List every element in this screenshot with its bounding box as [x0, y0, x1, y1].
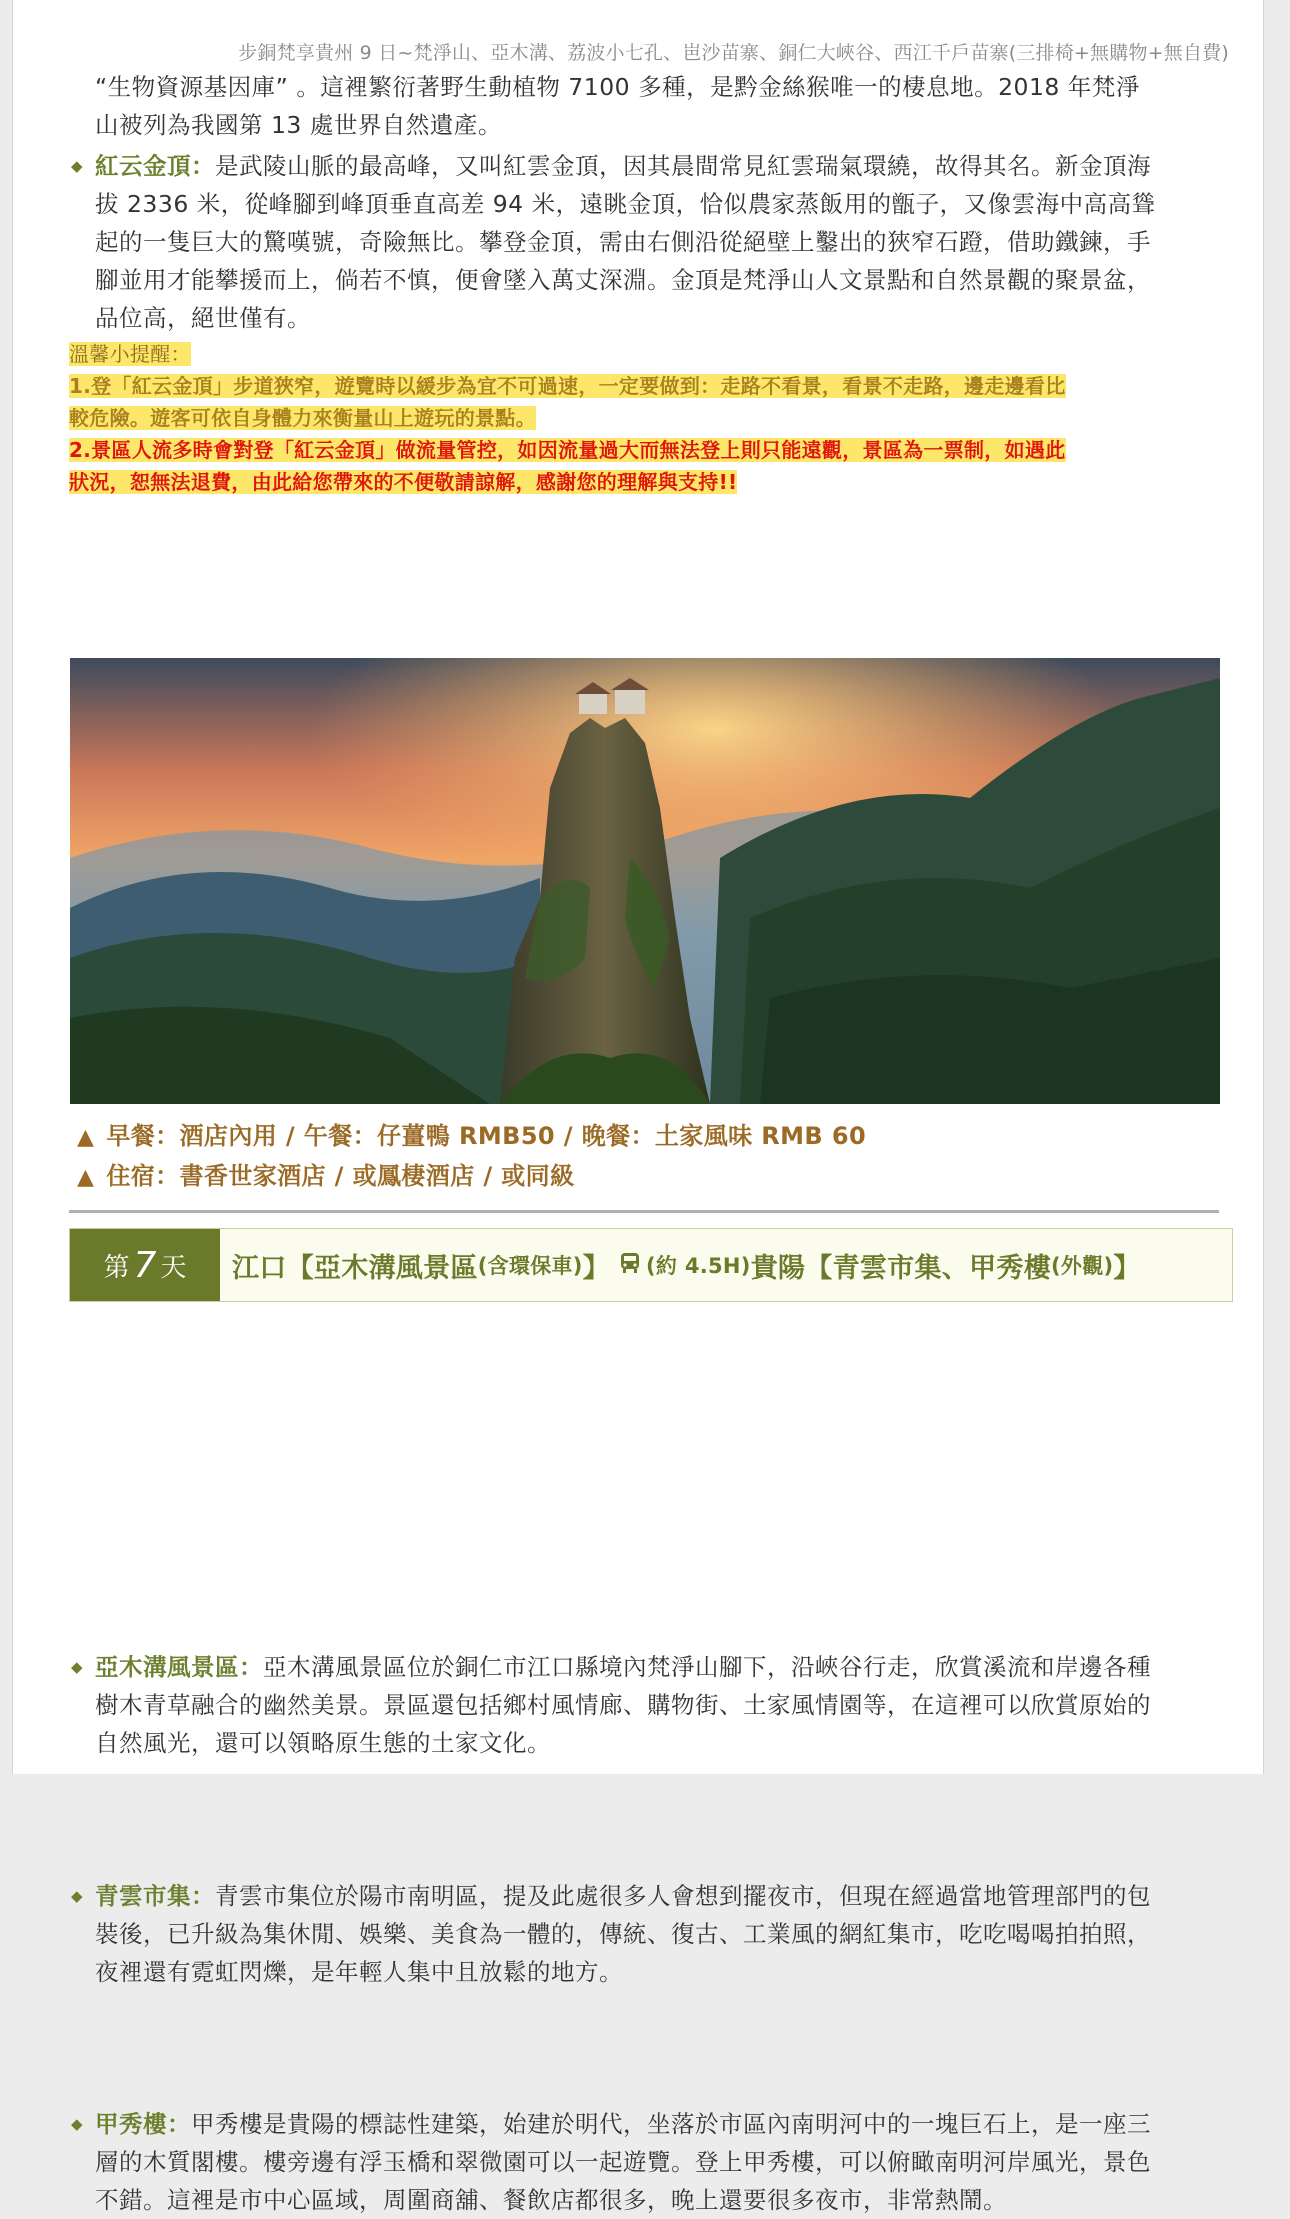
spot-name: 亞木溝風景區： [95, 1653, 263, 1681]
day-number: 7 [133, 1244, 157, 1286]
meals-section [77, 1117, 1239, 1197]
diamond-bullet-icon: ◆ [71, 1887, 84, 1905]
tips-title: 溫馨小提醒： [69, 342, 191, 366]
tip-1-line: 較危險。遊客可依自身體力來衡量山上遊玩的景點。 [69, 406, 536, 430]
diamond-bullet-icon: ◆ [71, 157, 84, 175]
spot-name: 甲秀樓： [95, 2110, 191, 2138]
day-title: 江口【亞木溝風景區 (含環保車) 】 (約 4.5H) 貴陽【青雲市集、甲秀樓 (外觀) 】 [232, 1229, 1141, 1301]
meal-line [77, 1117, 1239, 1157]
stay-line [77, 1157, 1239, 1197]
day-header-bar [69, 1228, 1233, 1302]
tip-1-line: 1.登「紅云金頂」步道狹窄，遊覽時以緩步為宜不可過速，一定要做到：走路不看景，看景不走路，邊走邊看比 [69, 374, 1066, 398]
bus-icon [620, 1250, 640, 1281]
document-page [12, 0, 1264, 2214]
spot-text-line: 腳並用才能攀援而上，倘若不慎，便會墜入萬丈深淵。金頂是梵淨山人文景點和自然景觀的聚景盆， [95, 266, 1151, 294]
spot-hongyun-jinding [69, 147, 1257, 337]
intro-line: “生物資源基因庫” 。這裡繁衍著野生動植物 7100 多種，是黔金絲猴唯一的棲息地。2018 年梵淨 [95, 73, 1140, 101]
day-badge [70, 1229, 220, 1301]
triangle-marker-icon: ▲ [77, 1125, 95, 1150]
day-prefix: 第 [103, 1252, 130, 1283]
intro-line: 山被列為我國第 13 處世界自然遺產。 [95, 111, 502, 139]
tips-section [69, 338, 1231, 498]
spot-jiaxiu-tower: ◆ 甲秀樓：甲秀樓是貴陽的標誌性建築，始建於明代，坐落於市區內南明河中的一塊巨石上，是一座三 層的木質閣樓。樓旁邊有浮玉橋和翠微園可以一起遊覽。登上甲秀樓，可以俯瞰南明河岸風光，景色 不錯。這裡是市中心區域，周圍商舖、餐飲店都很多，晚上還要很多夜市，非常熱鬧。 [69, 2105, 1257, 2219]
mushroom-stone-photo [70, 658, 1220, 1104]
stay-text: 住宿：書香世家酒店 / 或鳳棲酒店 / 或同級 [106, 1162, 575, 1190]
spot-text-line: 拔 2336 米，從峰腳到峰頂垂直高差 94 米，遠眺金頂，恰似農家蒸飯用的甑子，又像雲海中高高聳 [95, 190, 1156, 218]
spot-text-line: 品位高，絕世僅有。 [95, 304, 311, 332]
triangle-marker-icon: ▲ [77, 1165, 95, 1190]
spot-text-line: 起的一隻巨大的驚嘆號，奇險無比。攀登金頂，需由右側沿從絕壁上鑿出的狹窄石蹬，借助鐵鍊，手 [95, 228, 1151, 256]
spot-name: 紅云金頂： [95, 152, 215, 180]
spot-name: 青雲市集： [95, 1882, 215, 1910]
diamond-bullet-icon: ◆ [71, 2115, 84, 2133]
spot-qingyun-market: ◆ 青雲市集：青雲市集位於陽市南明區，提及此處很多人會想到擺夜市，但現在經過當地管理部門的包 裝後，已升級為集休閒、娛樂、美食為一體的，傳統、復古、工業風的網紅集市，吃吃喝喝拍拍照， 夜裡還有霓虹閃爍，是年輕人集中且放鬆的地方。 [69, 1877, 1257, 1991]
tip-2-line: 狀況，恕無法退費，由此給您帶來的不便敬請諒解，感謝您的理解與支持!! [69, 470, 738, 494]
day-suffix: 天 [160, 1252, 187, 1283]
intro-paragraph [69, 68, 1257, 144]
meal-text: 早餐：酒店內用 / 午餐：仔薑鴨 RMB50 / 晚餐：土家風味 RMB 60 [106, 1122, 867, 1150]
tip-2-line: 2.景區人流多時會對登「紅云金頂」做流量管控，如因流量過大而無法登上則只能遠觀，景區為一票制，如遇此 [69, 438, 1066, 462]
spot-yamugou: ◆ 亞木溝風景區：亞木溝風景區位於銅仁市江口縣境內梵淨山腳下，沿峽谷行走，欣賞溪流和岸邊各種 樹木青草融合的幽然美景。景區還包括鄉村風情廊、購物街、土家風情園等，在這裡可以欣賞原始的 自然風光，還可以領略原生態的土家文化。 [69, 1648, 1257, 1762]
diamond-bullet-icon: ◆ [71, 1658, 84, 1676]
document-header: 步銅梵享貴州 9 日~梵淨山、亞木溝、荔波小七孔、岜沙苗寨、銅仁大峽谷、西江千戶苗寨(三排椅+無購物+無自費) [238, 42, 1229, 64]
spot-text-line: 是武陵山脈的最高峰，又叫紅雲金頂，因其晨間常見紅雲瑞氣環繞，故得其名。新金頂海 [215, 152, 1151, 180]
section-divider [69, 1210, 1219, 1213]
